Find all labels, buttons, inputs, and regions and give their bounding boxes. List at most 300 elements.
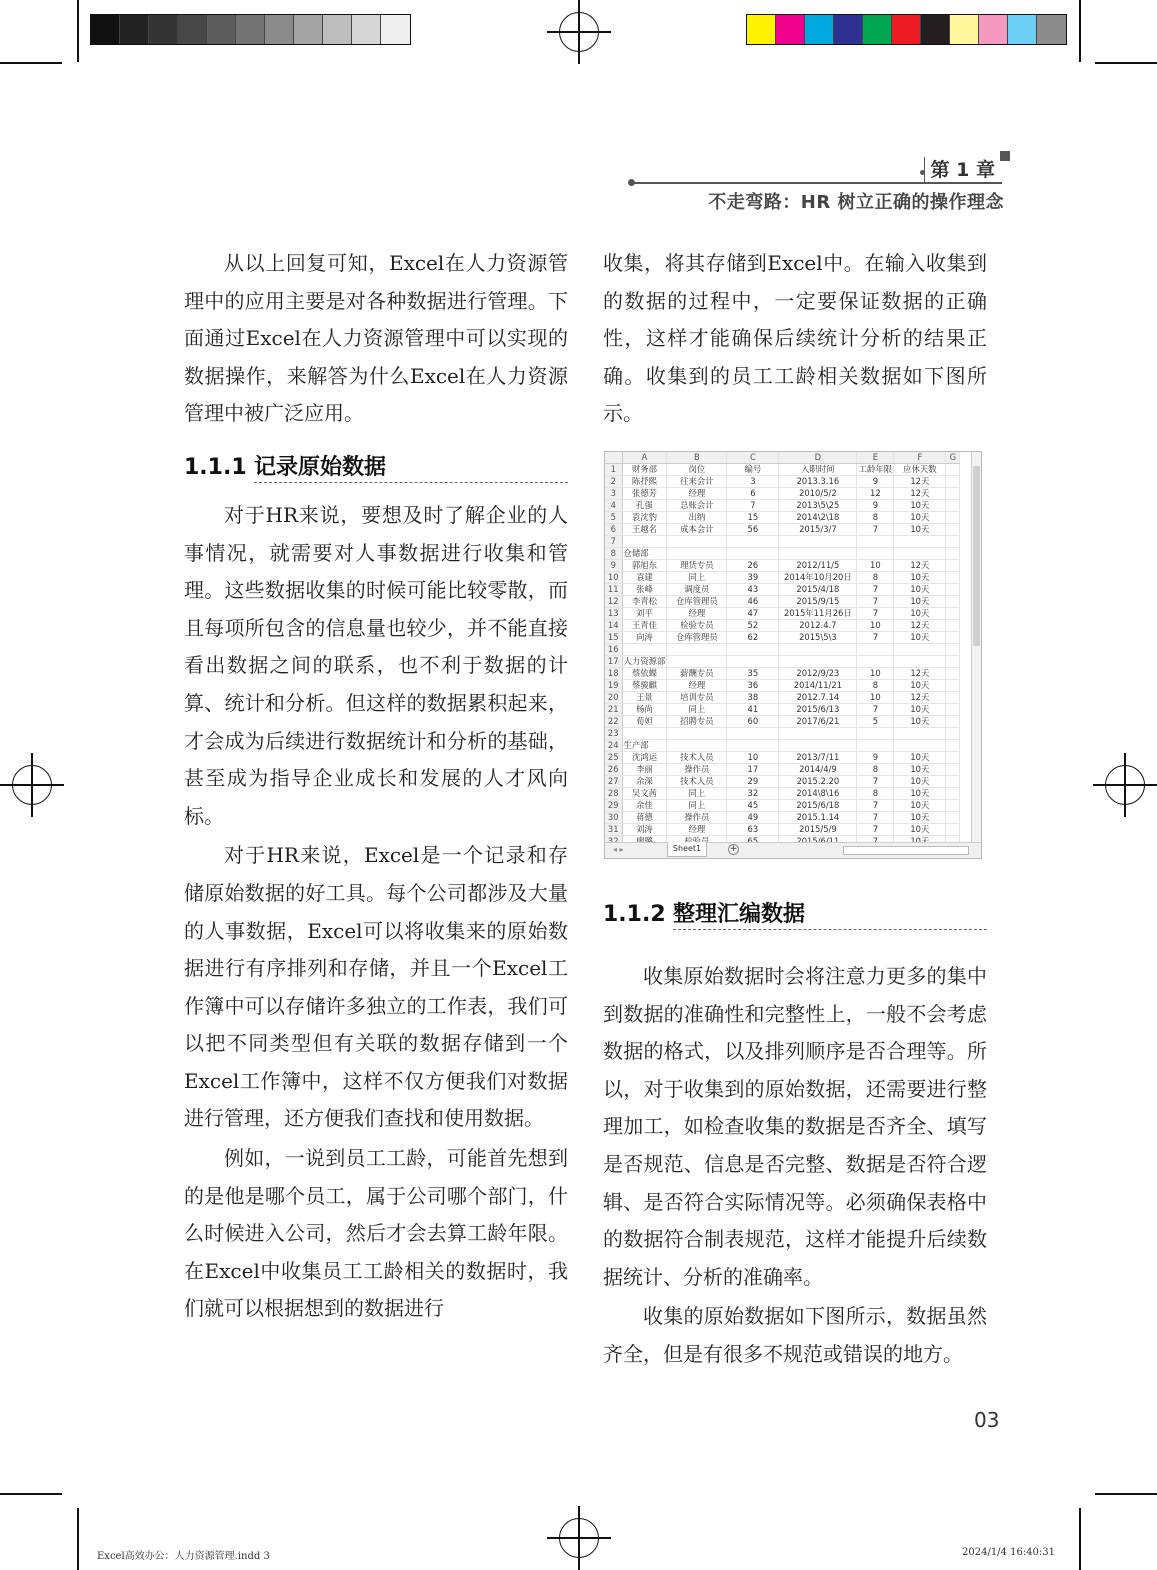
row-number: 13: [605, 608, 622, 620]
table-cell: 蒋德: [622, 812, 667, 824]
table-cell: 向涛: [622, 632, 667, 644]
row-number: 6: [605, 524, 622, 536]
table-cell: 袁沈豹: [622, 512, 667, 524]
table-cell: 7: [857, 800, 894, 812]
column-letter: D: [779, 452, 857, 464]
gray-calibration-strip: [90, 14, 411, 45]
color-swatch: [149, 15, 178, 44]
row-number: 5: [605, 512, 622, 524]
table-cell: [727, 536, 779, 548]
table-cell: [946, 680, 960, 692]
table-cell: 10: [857, 560, 894, 572]
table-cell: 7: [727, 500, 779, 512]
table-cell: [894, 740, 946, 752]
table-cell: 检验专员: [667, 620, 727, 632]
table-cell: [946, 524, 960, 536]
color-swatch: [352, 15, 381, 44]
row-number: 30: [605, 812, 622, 824]
table-cell: 10天: [894, 716, 946, 728]
table-cell: 操作员: [667, 812, 727, 824]
table-cell: 56: [727, 524, 779, 536]
table-cell: 12天: [894, 692, 946, 704]
paragraph: 对于HR来说，要想及时了解企业的人事情况，就需要对人事数据进行收集和管理。这些数据收集的时候可能比较零散，而且每项所包含的信息量也较少，并不能直接看出数据之间的联系，也不利于数据的计算、统计和分析。但这样的数据累积起来，才会成为后续进行数据统计和分析的基础，甚至成为指导企业成长和发展的人才风向标。: [184, 502, 568, 828]
table-cell: [727, 656, 779, 668]
table-cell: 45: [727, 800, 779, 812]
chapter-corner-square: [1000, 151, 1010, 161]
row-number: 24: [605, 740, 622, 752]
table-cell: 43: [727, 584, 779, 596]
table-cell: [727, 728, 779, 740]
table-cell: [946, 704, 960, 716]
table-cell: [779, 644, 857, 656]
table-cell: 7: [857, 596, 894, 608]
table-row: [605, 692, 960, 704]
footer-timestamp: 2024/1/4 16:40:31: [962, 1547, 1056, 1558]
row-number: 4: [605, 500, 622, 512]
sheet-tab: Sheet1: [667, 842, 707, 857]
row-number: 10: [605, 572, 622, 584]
table-cell: [946, 608, 960, 620]
table-row: [605, 596, 960, 608]
table-cell: [946, 692, 960, 704]
table-cell: [779, 536, 857, 548]
table-cell: [946, 632, 960, 644]
table-row: [605, 464, 960, 476]
table-cell: 编号: [727, 464, 779, 476]
table-cell: 工龄年限: [858, 464, 893, 475]
table-cell: 10天: [894, 764, 946, 776]
table-cell: 12: [857, 488, 894, 500]
paragraph: 收集，将其存储到Excel中。在输入收集到的数据的过程中，一定要保证数据的正确性，这样才能确保后续统计分析的结果正确。收集到的员工工龄相关数据如下图所示。: [603, 251, 987, 426]
color-swatch: [236, 15, 265, 44]
table-cell: 7: [857, 704, 894, 716]
table-cell: [857, 740, 894, 752]
table-row: [605, 476, 960, 488]
table-cell: 经理: [667, 824, 727, 836]
table-cell: 往来会计: [667, 476, 727, 488]
row-number: 31: [605, 824, 622, 836]
right-column-lower: [603, 880, 987, 1374]
table-cell: 2015\5\3: [779, 632, 857, 644]
row-number: 20: [605, 692, 622, 704]
table-cell: [857, 548, 894, 560]
registration-mark: [547, 1506, 611, 1570]
table-cell: 2013/7/11: [779, 752, 857, 764]
header-rule-dot: [628, 179, 635, 186]
table-cell: 同上: [667, 800, 727, 812]
table-row: [605, 620, 960, 632]
registration-mark: [1093, 753, 1157, 817]
table-cell: 2013\5\25: [779, 500, 857, 512]
color-swatch: [834, 15, 863, 44]
table-cell: [727, 548, 779, 560]
table-cell: 2010/5/2: [779, 488, 857, 500]
table-cell: [946, 488, 960, 500]
table-cell: [857, 644, 894, 656]
table-cell: 63: [727, 824, 779, 836]
table-cell: 12天: [894, 560, 946, 572]
table-cell: 操作员: [667, 764, 727, 776]
table-cell: 10天: [894, 584, 946, 596]
table-cell: 32: [727, 788, 779, 800]
table-cell: 荀妲: [622, 716, 667, 728]
color-swatch: [1037, 15, 1066, 44]
table-cell: 26: [727, 560, 779, 572]
table-row: [605, 584, 960, 596]
table-cell: 同上: [667, 788, 727, 800]
row-number: 16: [605, 644, 622, 656]
section-heading-1-1-1: [184, 433, 568, 495]
table-cell: 2015.1.14: [779, 812, 857, 824]
table-cell: 李丽: [622, 764, 667, 776]
table-cell: [946, 776, 960, 788]
row-number: 12: [605, 596, 622, 608]
table-cell: 9: [857, 500, 894, 512]
table-cell: [667, 656, 727, 668]
table-cell: 技术人员: [667, 776, 727, 788]
table-cell: [946, 548, 960, 560]
color-swatch: [805, 15, 834, 44]
table-cell: 2015/9/15: [779, 596, 857, 608]
sheet-nav-arrows: ◂ ▸: [613, 845, 624, 854]
registration-mark: [547, 0, 611, 64]
table-cell: [622, 644, 667, 656]
table-cell: 刘平: [622, 608, 667, 620]
table-cell: 10天: [894, 596, 946, 608]
row-number: 1: [605, 464, 622, 476]
table-cell: [946, 812, 960, 824]
table-cell: 人力资源部: [623, 656, 666, 667]
table-cell: 10天: [894, 800, 946, 812]
color-swatch: [1008, 15, 1037, 44]
table-cell: 2014\8\16: [779, 788, 857, 800]
color-swatch: [178, 15, 207, 44]
table-cell: 7: [857, 776, 894, 788]
table-cell: 10: [857, 692, 894, 704]
color-swatch: [863, 15, 892, 44]
table-cell: 62: [727, 632, 779, 644]
table-cell: [667, 740, 727, 752]
color-swatch: [950, 15, 979, 44]
table-cell: 7: [857, 584, 894, 596]
table-cell: 2015/6/13: [779, 704, 857, 716]
table-cell: [779, 740, 857, 752]
table-cell: [946, 800, 960, 812]
table-cell: [946, 644, 960, 656]
color-swatch: [120, 15, 149, 44]
table-cell: 岗位: [667, 464, 727, 476]
table-cell: 出纳: [667, 512, 727, 524]
table-cell: 10天: [894, 776, 946, 788]
table-cell: [894, 728, 946, 740]
table-cell: [946, 824, 960, 836]
table-cell: 理货专员: [667, 560, 727, 572]
table-cell: [667, 548, 727, 560]
column-letter: E: [857, 452, 894, 464]
table-cell: 孔强: [622, 500, 667, 512]
table-cell: [946, 728, 960, 740]
table-row: [605, 812, 960, 824]
table-cell: [946, 584, 960, 596]
section-heading-1-1-2: [603, 880, 987, 942]
table-cell: 经理: [667, 608, 727, 620]
row-number: 27: [605, 776, 622, 788]
chapter-subtitle: 不走弯路：HR 树立正确的操作理念: [708, 192, 1004, 213]
table-cell: 同上: [667, 704, 727, 716]
table-row: [605, 608, 960, 620]
table-cell: 60: [727, 716, 779, 728]
table-cell: [779, 548, 857, 560]
row-number: 29: [605, 800, 622, 812]
header-rule: [630, 182, 1002, 184]
table-cell: 9: [857, 752, 894, 764]
table-cell: 10天: [894, 680, 946, 692]
row-number: 18: [605, 668, 622, 680]
paragraph: 例如，一说到员工工龄，可能首先想到的是他是哪个员工，属于公司哪个部门，什么时候进入公司，然后才会去算工龄年限。在Excel中收集员工工龄相关的数据时，我们就可以根据想到的数据进行: [184, 1146, 568, 1321]
table-cell: 8: [857, 764, 894, 776]
table-cell: 张峰: [622, 584, 667, 596]
table-cell: 10天: [894, 512, 946, 524]
table-cell: 张德芳: [622, 488, 667, 500]
table-row: [605, 728, 960, 740]
table-cell: [622, 536, 667, 548]
crop-mark: [77, 0, 79, 62]
table-cell: 10天: [894, 788, 946, 800]
table-cell: [779, 656, 857, 668]
table-cell: 2014年10月20日: [779, 572, 857, 584]
corner-cell: [605, 452, 622, 464]
row-number: 28: [605, 788, 622, 800]
table-cell: 陈抒熙: [622, 476, 667, 488]
table-cell: 招聘专员: [667, 716, 727, 728]
table-cell: 8: [857, 680, 894, 692]
table-cell: 郭旭东: [622, 560, 667, 572]
table-cell: [857, 656, 894, 668]
table-cell: 10天: [894, 524, 946, 536]
scrollbar-thumb: [973, 466, 980, 646]
row-number: 11: [605, 584, 622, 596]
table-cell: 吴文茜: [622, 788, 667, 800]
page-number: 03: [974, 1408, 1000, 1432]
table-cell: 袁建: [622, 572, 667, 584]
color-swatch: [207, 15, 236, 44]
paragraph: 对于HR来说，Excel是一个记录和存储原始数据的好工具。每个公司都涉及大量的人事数据，Excel可以将收集来的原始数据进行有序排列和存储，并且一个Excel工作簿中可以存储许多独立的工作表，我们可以把不同类型但有关联的数据存储到一个Excel工作簿中，这样不仅方便我们对数据进行管理，还方便我们查找和使用数据。: [184, 843, 568, 1131]
table-row: [605, 680, 960, 692]
table-cell: 王越名: [622, 524, 667, 536]
vertical-scrollbar: [971, 452, 981, 844]
footer-filename: Excel高效办公：人力资源管理.indd 3: [97, 1551, 270, 1562]
table-cell: 仓库管理员: [667, 596, 727, 608]
table-cell: 12天: [894, 476, 946, 488]
color-swatch: [294, 15, 323, 44]
paragraph: 收集的原始数据如下图所示，数据虽然齐全，但是有很多不规范或错误的地方。: [603, 1304, 987, 1366]
table-cell: 2015/3/7: [779, 524, 857, 536]
table-cell: 8: [857, 572, 894, 584]
table-cell: 10: [727, 752, 779, 764]
table-cell: 入职时间: [779, 464, 857, 476]
table-cell: [946, 572, 960, 584]
table-cell: 35: [727, 668, 779, 680]
section-underline: [254, 482, 568, 483]
table-cell: 余深: [622, 776, 667, 788]
table-cell: 2015年11月26日: [779, 608, 857, 620]
table-cell: 12天: [894, 620, 946, 632]
section-title: 整理汇编数据: [673, 902, 806, 927]
table-cell: 沈鸿运: [622, 752, 667, 764]
table-cell: 2015/5/9: [779, 824, 857, 836]
right-column: [603, 245, 987, 433]
table-row: [605, 632, 960, 644]
table-row: [605, 716, 960, 728]
crop-mark: [1095, 1493, 1157, 1495]
table-row: [605, 752, 960, 764]
table-cell: [779, 728, 857, 740]
table-cell: 调度员: [667, 584, 727, 596]
table-cell: 2015/4/18: [779, 584, 857, 596]
table-row: [605, 824, 960, 836]
table-cell: 同上: [667, 572, 727, 584]
table-cell: 仓储部: [622, 548, 667, 560]
column-letter: C: [727, 452, 779, 464]
table-cell: [946, 512, 960, 524]
sheet-tab-bar: [605, 842, 981, 858]
row-number: 8: [605, 548, 622, 560]
crop-mark: [1095, 62, 1157, 64]
table-cell: 刘涛: [622, 824, 667, 836]
table-cell: 2015/6/18: [779, 800, 857, 812]
color-swatch: [265, 15, 294, 44]
row-number: 19: [605, 680, 622, 692]
table-cell: 10天: [894, 608, 946, 620]
table-row: [605, 500, 960, 512]
row-number: 9: [605, 560, 622, 572]
row-number: 7: [605, 536, 622, 548]
color-swatch: [381, 15, 410, 44]
row-number: 22: [605, 716, 622, 728]
row-number: 14: [605, 620, 622, 632]
table-cell: 29: [727, 776, 779, 788]
table-cell: 36: [727, 680, 779, 692]
table-cell: 7: [857, 812, 894, 824]
row-number: 17: [605, 656, 622, 668]
column-letter: F: [894, 452, 946, 464]
table-cell: 2014/4/9: [779, 764, 857, 776]
table-cell: 7: [857, 608, 894, 620]
table-cell: 2012/11/5: [779, 560, 857, 572]
section-title: 记录原始数据: [254, 454, 387, 480]
table-cell: 王青佳: [622, 620, 667, 632]
table-cell: 2012/9/23: [779, 668, 857, 680]
table-cell: [946, 620, 960, 632]
table-cell: [946, 476, 960, 488]
table-row: [605, 644, 960, 656]
table-cell: [667, 728, 727, 740]
color-swatch: [979, 15, 1008, 44]
table-cell: 47: [727, 608, 779, 620]
table-cell: 技术人员: [667, 752, 727, 764]
table-cell: 12天: [894, 488, 946, 500]
table-cell: 12天: [894, 668, 946, 680]
table-cell: 38: [727, 692, 779, 704]
table-cell: 薪酬专员: [667, 668, 727, 680]
row-number: 23: [605, 728, 622, 740]
table-row: [605, 788, 960, 800]
table-cell: 余佳: [622, 800, 667, 812]
table-cell: 7: [857, 632, 894, 644]
table-cell: [857, 728, 894, 740]
table-cell: 9: [857, 476, 894, 488]
section-number: 1.1.1: [184, 454, 247, 480]
registration-mark: [0, 753, 64, 817]
table-cell: 3: [727, 476, 779, 488]
table-cell: [946, 740, 960, 752]
column-letter: B: [667, 452, 727, 464]
table-cell: 5: [857, 716, 894, 728]
table-cell: [667, 644, 727, 656]
table-cell: 46: [727, 596, 779, 608]
color-swatch: [892, 15, 921, 44]
crop-mark: [1079, 1508, 1081, 1570]
table-cell: 2013.3.16: [779, 476, 857, 488]
table-cell: 2014/11/21: [779, 680, 857, 692]
table-cell: 10天: [894, 500, 946, 512]
table-cell: 杨尚: [622, 704, 667, 716]
chapter-label: 第 1 章: [924, 157, 1001, 184]
color-swatch: [747, 15, 776, 44]
spreadsheet-table: [605, 452, 960, 848]
paragraph: 从以上回复可知，Excel在人力资源管理中的应用主要是对各种数据进行管理。下面通过Excel在人力资源管理中可以实现的数据操作，来解答为什么Excel在人力资源管理中被广泛应用。: [184, 251, 568, 426]
table-cell: 7: [857, 824, 894, 836]
table-cell: [946, 764, 960, 776]
row-number: 3: [605, 488, 622, 500]
table-cell: 8: [857, 788, 894, 800]
table-cell: 10天: [894, 572, 946, 584]
table-cell: 总账会计: [667, 500, 727, 512]
table-cell: 39: [727, 572, 779, 584]
table-cell: 2012.4.7: [779, 620, 857, 632]
section-number: 1.1.2: [603, 902, 666, 927]
table-cell: 49: [727, 812, 779, 824]
table-row: [605, 800, 960, 812]
table-cell: [946, 536, 960, 548]
column-header-row: [605, 452, 960, 464]
table-row: [605, 512, 960, 524]
row-number: 25: [605, 752, 622, 764]
table-cell: [946, 596, 960, 608]
table-row: [605, 560, 960, 572]
table-row: [605, 572, 960, 584]
table-cell: 生产部: [622, 740, 667, 752]
horizontal-scrollbar: [843, 846, 969, 855]
table-cell: 10: [857, 620, 894, 632]
column-letter: G: [946, 452, 960, 464]
table-row: [605, 656, 960, 668]
table-cell: 10天: [894, 824, 946, 836]
table-cell: 10天: [894, 632, 946, 644]
table-cell: 仓库管理员: [667, 632, 727, 644]
table-cell: [946, 464, 960, 476]
table-cell: 成本会计: [667, 524, 727, 536]
table-cell: 蔡依蝶: [622, 668, 667, 680]
left-column: [184, 245, 568, 1328]
crop-mark: [1079, 0, 1081, 62]
color-swatch: [323, 15, 352, 44]
table-row: [605, 668, 960, 680]
crop-mark: [77, 1508, 79, 1570]
column-letter: A: [622, 452, 667, 464]
table-cell: [894, 656, 946, 668]
table-cell: 17: [727, 764, 779, 776]
